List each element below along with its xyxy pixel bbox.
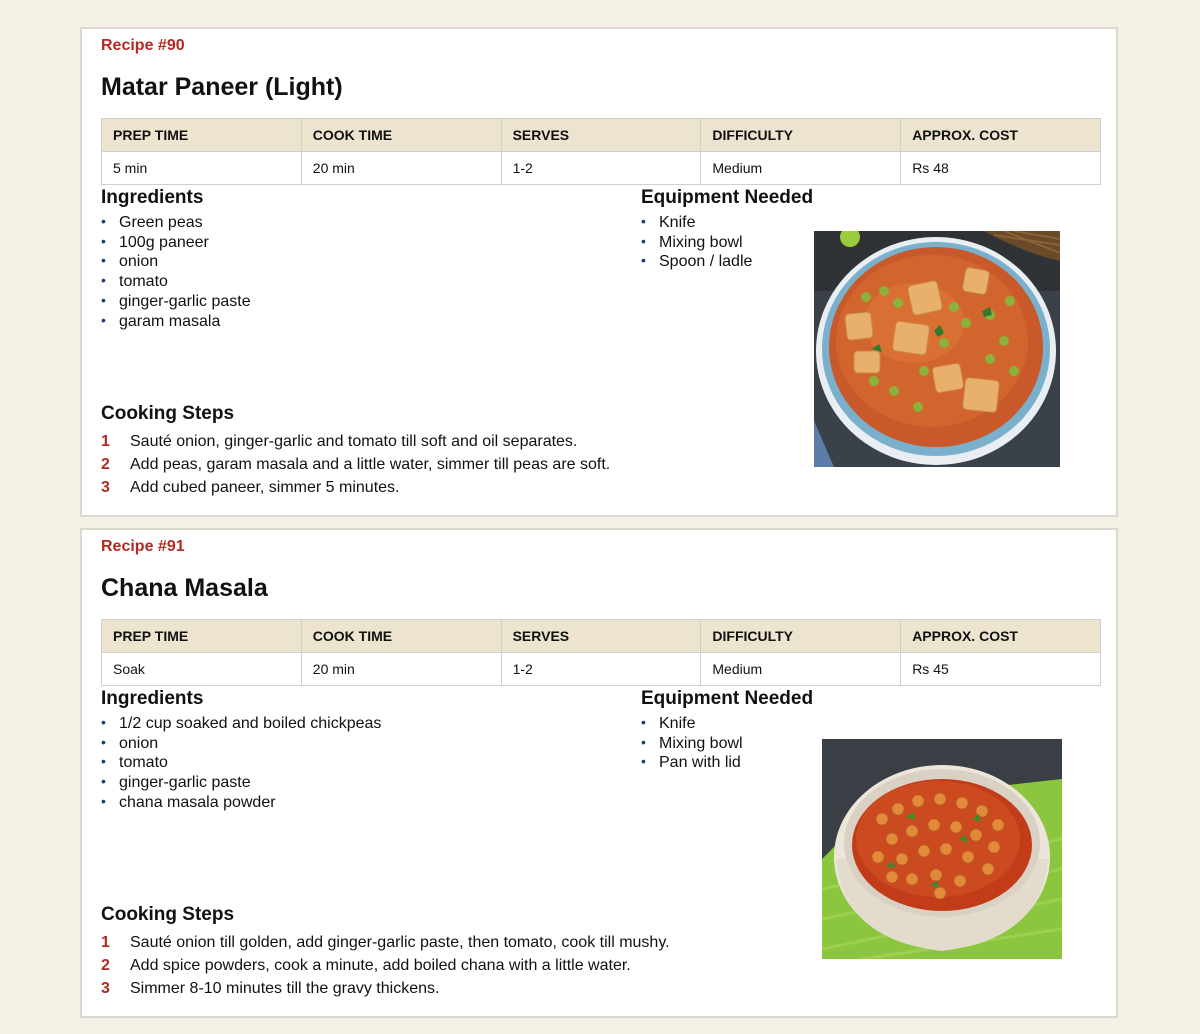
meta-prep-time: 5 min xyxy=(102,152,302,185)
step-number: 1 xyxy=(101,934,110,951)
meta-cost: Rs 45 xyxy=(901,653,1101,686)
meta-header-row xyxy=(102,620,1101,653)
step-item xyxy=(101,931,670,954)
ingredients-list xyxy=(101,714,381,813)
steps-list xyxy=(101,430,610,499)
step-number: 1 xyxy=(101,433,110,450)
step-item xyxy=(101,954,670,977)
step-text: Sauté onion till golden, add ginger-garlic paste, then tomato, cook till mushy. xyxy=(130,934,670,951)
meta-value-row xyxy=(102,152,1101,185)
ingredients-list xyxy=(101,213,251,331)
ingredient-item: • tomato xyxy=(101,753,381,773)
ingredient-item: • onion xyxy=(101,734,381,754)
recipe-card-91 xyxy=(80,528,1118,1018)
meta-cost: Rs 48 xyxy=(901,152,1101,185)
step-number: 2 xyxy=(101,957,110,974)
equipment-item: • Pan with lid xyxy=(641,753,743,773)
ingredients-heading: Ingredients xyxy=(101,187,204,208)
recipe-card-90 xyxy=(80,27,1118,517)
equipment-heading: Equipment Needed xyxy=(641,688,814,709)
meta-value-row xyxy=(102,653,1101,686)
meta-prep-time: Soak xyxy=(102,653,302,686)
recipe-title: Chana Masala xyxy=(101,574,268,602)
step-number: 3 xyxy=(101,980,110,997)
meta-header-serves: SERVES xyxy=(501,620,701,653)
meta-header-cook-time: COOK TIME xyxy=(301,620,501,653)
equipment-item: • Mixing bowl xyxy=(641,233,752,253)
meta-difficulty: Medium xyxy=(701,653,901,686)
recipe-meta-table xyxy=(101,619,1101,686)
step-item xyxy=(101,430,610,453)
equipment-list xyxy=(641,213,752,272)
meta-header-prep-time: PREP TIME xyxy=(102,620,302,653)
meta-header-difficulty: DIFFICULTY xyxy=(701,620,901,653)
ingredient-item: • ginger-garlic paste xyxy=(101,292,251,312)
recipe-number: Recipe #91 xyxy=(101,538,185,555)
ingredient-item: • chana masala powder xyxy=(101,793,381,813)
step-item xyxy=(101,476,610,499)
meta-difficulty: Medium xyxy=(701,152,901,185)
step-text: Add cubed paneer, simmer 5 minutes. xyxy=(130,479,400,496)
step-item xyxy=(101,977,670,1000)
step-text: Add spice powders, cook a minute, add boiled chana with a little water. xyxy=(130,957,631,974)
step-item xyxy=(101,453,610,476)
step-text: Add peas, garam masala and a little water, simmer till peas are soft. xyxy=(130,456,611,473)
recipe-meta-table xyxy=(101,118,1101,185)
meta-header-serves: SERVES xyxy=(501,119,701,152)
ingredient-item: • onion xyxy=(101,252,251,272)
ingredient-item: • tomato xyxy=(101,272,251,292)
meta-header-cost: APPROX. COST xyxy=(901,620,1101,653)
recipe-title: Matar Paneer (Light) xyxy=(101,73,343,101)
meta-header-prep-time: PREP TIME xyxy=(102,119,302,152)
ingredients-heading: Ingredients xyxy=(101,688,204,709)
equipment-item: • Mixing bowl xyxy=(641,734,743,754)
steps-heading: Cooking Steps xyxy=(101,403,235,424)
ingredient-item: • ginger-garlic paste xyxy=(101,773,381,793)
step-text: Simmer 8-10 minutes till the gravy thickens. xyxy=(130,980,440,997)
equipment-item: • Spoon / ladle xyxy=(641,252,752,272)
recipe-image-chana-masala xyxy=(822,739,1062,959)
step-number: 2 xyxy=(101,456,110,473)
equipment-item: • Knife xyxy=(641,714,743,734)
meta-cook-time: 20 min xyxy=(301,152,501,185)
meta-serves: 1-2 xyxy=(501,653,701,686)
ingredient-item: • 1/2 cup soaked and boiled chickpeas xyxy=(101,714,381,734)
meta-header-row xyxy=(102,119,1101,152)
step-text: Sauté onion, ginger-garlic and tomato till soft and oil separates. xyxy=(130,433,578,450)
equipment-heading: Equipment Needed xyxy=(641,187,814,208)
meta-header-cost: APPROX. COST xyxy=(901,119,1101,152)
meta-cook-time: 20 min xyxy=(301,653,501,686)
ingredient-item: • 100g paneer xyxy=(101,233,251,253)
meta-header-cook-time: COOK TIME xyxy=(301,119,501,152)
steps-list xyxy=(101,931,670,1000)
equipment-item: • Knife xyxy=(641,213,752,233)
ingredient-item: • Green peas xyxy=(101,213,251,233)
step-number: 3 xyxy=(101,479,110,496)
meta-header-difficulty: DIFFICULTY xyxy=(701,119,901,152)
steps-heading: Cooking Steps xyxy=(101,904,235,925)
equipment-list xyxy=(641,714,743,773)
ingredient-item: • garam masala xyxy=(101,312,251,332)
recipe-image-matar-paneer xyxy=(814,231,1060,467)
recipe-number: Recipe #90 xyxy=(101,37,185,54)
meta-serves: 1-2 xyxy=(501,152,701,185)
